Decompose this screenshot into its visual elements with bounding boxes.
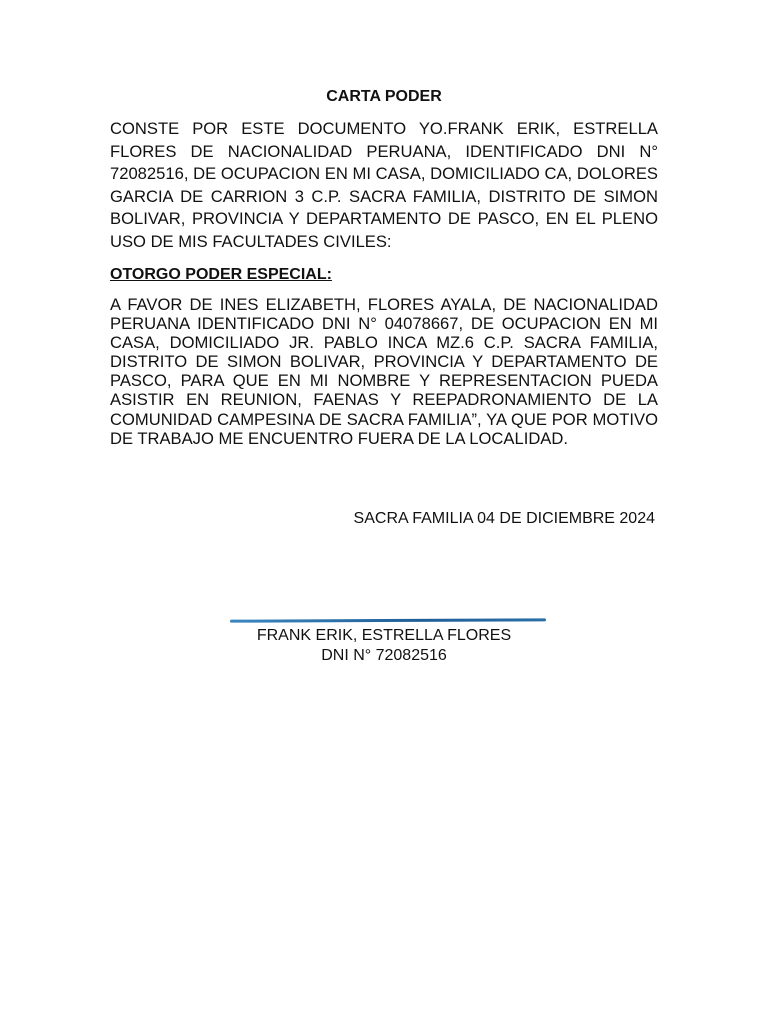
declaration-paragraph: CONSTE POR ESTE DOCUMENTO YO.FRANK ERIK, ESTRELLA FLORES DE NACIONALIDAD PERUANA, IDENTIFICADO DNI N° 72082516, DE OCUPACION EN MI CASA, DOMICILIADO CA, DOLORES GARCIA DE CARRION 3 C.P. SACRA FAMILIA, DISTRITO DE SIMON BOLIVAR, PROVINCIA Y DEPARTAMENTO DE PASCO, EN EL PLENO USO DE MIS FACULTADES CIVILES:: [110, 119, 658, 251]
signature-line: [230, 618, 546, 622]
place-date: SACRA FAMILIA 04 DE DICIEMBRE 2024: [353, 510, 655, 527]
grant-paragraph: A FAVOR DE INES ELIZABETH, FLORES AYALA, DE NACIONALIDAD PERUANA IDENTIFICADO DNI N° 04078667, DE OCUPACION EN MI CASA, DOMICILIADO JR. PABLO INCA MZ.6 C.P. SACRA FAMILIA, DISTRITO DE SIMON BOLIVAR, PROVINCIA Y DEPARTAMENTO DE PASCO, PARA QUE EN MI NOMBRE Y REPRESENTACION PUEDA ASISTIR EN REUNION, FAENAS Y REEPADRONAMIENTO DE LA COMUNIDAD CAMPESINA DE SACRA FAMILIA”, YA QUE POR MOTIVO DE TRABAJO ME ENCUENTRO FUERA DE LA LOCALIDAD.: [110, 295, 658, 448]
signer-id: DNI N° 72082516: [321, 647, 447, 664]
document-title: CARTA PODER: [326, 88, 442, 105]
signer-name: FRANK ERIK, ESTRELLA FLORES: [256, 627, 512, 644]
section-heading: OTORGO PODER ESPECIAL:: [110, 266, 332, 283]
